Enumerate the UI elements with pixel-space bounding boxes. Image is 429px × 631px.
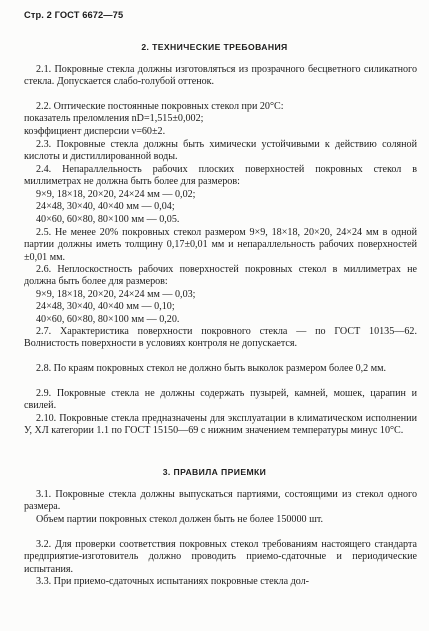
list-item: 24×48, 30×40, 40×40 мм — 0,04; xyxy=(36,201,175,213)
list-item: 40×60, 60×80, 80×100 мм — 0,05. xyxy=(36,213,180,225)
list-item: 9×9, 18×18, 20×20, 24×24 мм — 0,03; xyxy=(36,289,196,300)
paragraph-2-2 xyxy=(24,101,417,138)
paragraph-2-2-line-3: коэффициент дисперсии ν=60±2. xyxy=(24,125,166,137)
section-3-title: 3. ПРАВИЛА ПРИЕМКИ xyxy=(162,467,267,477)
paragraph-2-2-line-2: показатель преломления nD=1,515±0,002; xyxy=(24,113,204,125)
paragraph-3-1-b: Объем партии покровных стекол должен быть не более 150000 шт. xyxy=(36,514,324,525)
paragraph-2-10: 2.10. Покровные стекла предназначены для эксплуатации в климатическом исполнении У, ХЛ категории 1.1 по ГОСТ 15150—69 с нижним значением температуры минус 10°С. xyxy=(24,413,417,437)
paragraph-3-2: 3.2. Для проверки соответствия покровных стекол требованиям настоящего стандарта предприятие-изготовитель должно проводить приемо-сдаточные и периодические испытания. xyxy=(24,539,417,575)
paragraph-2-9: 2.9. Покровные стекла не должны содержать пузырей, камней, мошек, царапин и свилей. xyxy=(24,388,417,412)
paragraph-2-4-list xyxy=(24,189,417,226)
list-item: 40×60, 60×80, 80×100 мм — 0,20. xyxy=(36,313,180,325)
paragraph-2-8: 2.8. По краям покровных стекол не должно быть выколок размером более 0,2 мм. xyxy=(36,363,387,374)
list-item: 9×9, 18×18, 20×20, 24×24 мм — 0,02; xyxy=(36,189,196,200)
paragraph-3-1: 3.1. Покровные стекла должны выпускаться партиями, состоящими из стекол одного размера. xyxy=(24,489,417,513)
paragraph-2-4: 2.4. Непараллельность рабочих плоских поверхностей покровных стекол в миллиметрах не должна быть более для размеров: xyxy=(24,164,417,188)
paragraph-2-7: 2.7. Характеристика поверхности покровного стекла — по ГОСТ 10135—62. Волнистость поверхности в условиях контроля не допускается. xyxy=(24,326,417,350)
paragraph-2-3: 2.3. Покровные стекла должны быть химически устойчивыми к действию соляной кислоты и дистиллированной воды. xyxy=(24,139,417,163)
paragraph-2-5: 2.5. Не менее 20% покровных стекол размером 9×9, 18×18, 20×20, 24×24 мм в одной партии должны иметь толщину 0,17±0,01 мм и непараллельность рабочих поверхностей ±0,01 мм. xyxy=(24,227,417,263)
paragraph-2-6-list xyxy=(24,289,417,326)
section-2-title: 2. ТЕХНИЧЕСКИЕ ТРЕБОВАНИЯ xyxy=(141,42,288,52)
paragraph-3-3: 3.3. При приемо-сдаточных испытаниях покровные стекла дол- xyxy=(36,576,310,587)
paragraph-2-6: 2.6. Неплоскостность рабочих поверхностей покровных стекол в миллиметрах не должна быть более для размеров: xyxy=(24,264,417,288)
page-header: Стр. 2 ГОСТ 6672—75 xyxy=(24,10,124,20)
paragraph-2-1: 2.1. Покровные стекла должны изготовляться из прозрачного бесцветного силикатного стекла. Допускается слабо-голубой оттенок. xyxy=(24,64,417,88)
paragraph-2-2-line-1: 2.2. Оптические постоянные покровных стекол при 20°С: xyxy=(36,101,284,112)
list-item: 24×48, 30×40, 40×40 мм — 0,10; xyxy=(36,301,175,313)
